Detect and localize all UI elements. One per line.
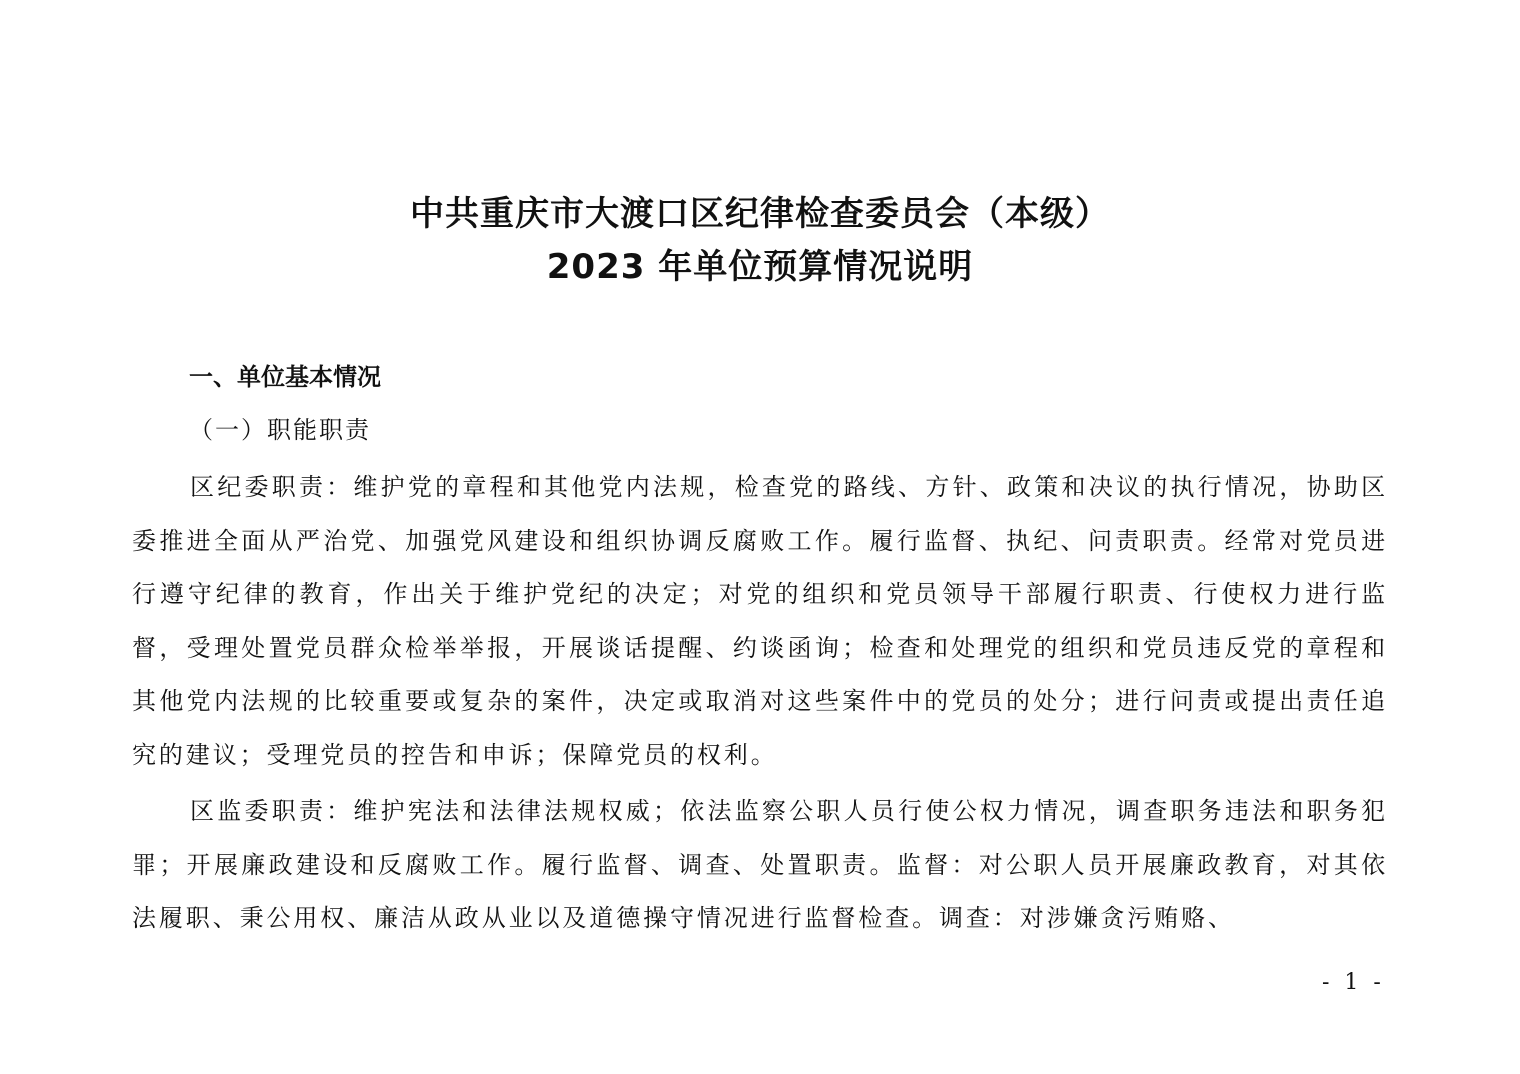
paragraph-supervision-commission-duties: 区监委职责：维护宪法和法律法规权威；依法监察公职人员行使公权力情况，调查职务违法和职务犯罪；开展廉政建设和反腐败工作。履行监督、调查、处置职责。监督：对公职人员开展廉政教育，对其依法履职、秉公用权、廉洁从政从业以及道德操守情况进行监督检查。调查：对涉嫌贪污贿赂、 [132, 797, 1388, 933]
document-title-line-1: 中共重庆市大渡口区纪律检查委员会（本级） [410, 194, 1110, 234]
section-heading: 一、单位基本情况 [189, 363, 381, 391]
paragraph-discipline-commission-duties: 区纪委职责：维护党的章程和其他党内法规，检查党的路线、方针、政策和决议的执行情况，协助区委推进全面从严治党、加强党风建设和组织协调反腐败工作。履行监督、执纪、问责职责。经常对党员进行遵守纪律的教育，作出关于维护党纪的决定；对党的组织和党员领导干部履行职责、行使权力进行监督，受理处置党员群众检举举报，开展谈话提醒、约谈函询；检查和处理党的组织和党员违反党的章程和其他党内法规的比较重要或复杂的案件，决定或取消对这些案件中的党员的处分；进行问责或提出责任追究的建议；受理党员的控告和申诉；保障党员的权利。 [132, 473, 1388, 769]
document-title-line-2: 2023 年单位预算情况说明 [546, 247, 974, 287]
page-number: - 1 - [1322, 970, 1385, 995]
subsection-heading: （一）职能职责 [189, 416, 371, 444]
